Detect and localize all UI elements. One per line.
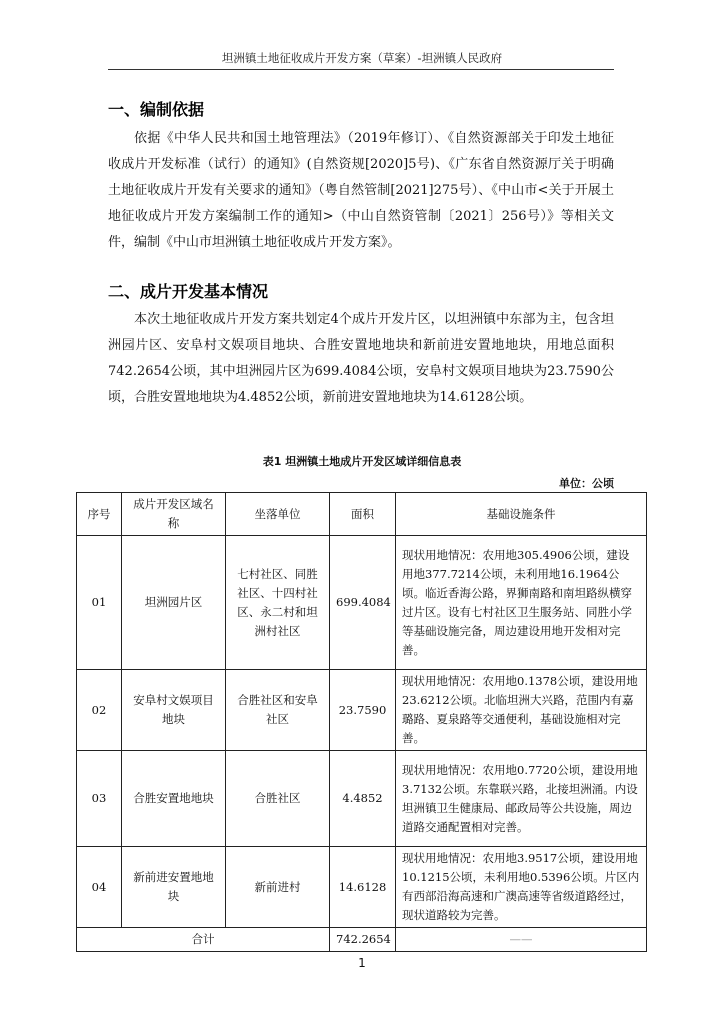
table-row — [77, 536, 647, 670]
table-row — [77, 751, 647, 847]
row-no: 03 — [77, 751, 122, 847]
row-infra: 现状用地情况：农用地305.4906公顷，建设用地377.7214公顷，未利用地16.1964公顷。临近香海公路，界狮南路和南坦路纵横穿过片区。设有七村社区卫生服务站、同胜小学等基础设施完备，周边建设用地开发相对完善。 — [396, 536, 647, 670]
row-infra: 现状用地情况：农用地3.9517公顷，建设用地10.1215公顷，未利用地0.5396公顷。片区内有西部沿海高速和广澳高速等省级道路经过，现状道路较为完善。 — [396, 847, 647, 928]
section1-title: 一、编制依据 — [108, 100, 205, 119]
row-name: 合胜安置地地块 — [122, 751, 226, 847]
header-rule — [108, 69, 614, 70]
table-caption: 表1 坦洲镇土地成片开发区域详细信息表 — [262, 455, 462, 468]
table-header-row — [77, 493, 647, 536]
section1-text: 依据《中华人民共和国土地管理法》（2019年修订）、《自然资源部关于印发土地征收成片开发标准（试行）的通知》(自然资规[2020]5号)、《广东省自然资源厅关于明确土地征收成片开发有关要求的通知》（粤自然管制[2021]275号）、《中山市<关于开展土地征收成片开发方案编制工作的通知>（中山自然资管制〔2021〕256号）》等相关文件，编制《中山市坦洲镇土地征收成片开发方案》。 — [108, 131, 614, 250]
header-cell: 基础设施条件 — [396, 493, 647, 536]
header-cell: 成片开发区域名称 — [122, 493, 226, 536]
section2-title: 二、成片开发基本情况 — [108, 282, 269, 301]
total-area: 742.2654 — [330, 928, 396, 952]
header-cell: 序号 — [77, 493, 122, 536]
row-name: 安阜村文娱项目地块 — [122, 670, 226, 751]
row-location: 七村社区、同胜社区、十四村社区、永二村和坦洲村社区 — [226, 536, 330, 670]
header-cell: 面积 — [330, 493, 396, 536]
row-location: 合胜社区和安阜社区 — [226, 670, 330, 751]
table-row — [77, 670, 647, 751]
row-area: 4.4852 — [330, 751, 396, 847]
header-cell: 坐落单位 — [226, 493, 330, 536]
total-infra: —— — [396, 928, 647, 952]
row-no: 01 — [77, 536, 122, 670]
row-no: 02 — [77, 670, 122, 751]
row-name: 新前进安置地地块 — [122, 847, 226, 928]
page-number: 1 — [358, 956, 366, 970]
row-location: 新前进村 — [226, 847, 330, 928]
info-table — [76, 492, 647, 952]
row-area: 699.4084 — [330, 536, 396, 670]
table-row — [77, 847, 647, 928]
table-total-row — [77, 928, 647, 952]
total-label: 合计 — [77, 928, 330, 952]
section2-text: 本次土地征收成片开发方案共划定4个成片开发片区，以坦洲镇中东部为主，包含坦洲园片区、安阜村文娱项目地块、合胜安置地地块和新前进安置地地块，用地总面积742.2654公顷，其中坦洲园片区为699.4084公顷，安阜村文娱项目地块为23.7590公顷，合胜安置地地块为4.4852公顷，新前进安置地地块为14.6128公顷。 — [108, 312, 614, 405]
row-infra: 现状用地情况：农用地0.7720公顷，建设用地3.7132公顷。东靠联兴路，北接坦洲涌。内设坦洲镇卫生健康局、邮政局等公共设施，周边道路交通配置相对完善。 — [396, 751, 647, 847]
row-infra: 现状用地情况：农用地0.1378公顷，建设用地23.6212公顷。北临坦洲大兴路，范围内有嘉璐路、夏泉路等交通便利，基础设施相对完善。 — [396, 670, 647, 751]
row-no: 04 — [77, 847, 122, 928]
table-unit: 单位：公顷 — [559, 477, 614, 490]
row-area: 23.7590 — [330, 670, 396, 751]
row-name: 坦洲园片区 — [122, 536, 226, 670]
row-location: 合胜社区 — [226, 751, 330, 847]
row-area: 14.6128 — [330, 847, 396, 928]
page-header: 坦洲镇土地征收成片开发方案（草案）-坦洲镇人民政府 — [221, 51, 503, 65]
